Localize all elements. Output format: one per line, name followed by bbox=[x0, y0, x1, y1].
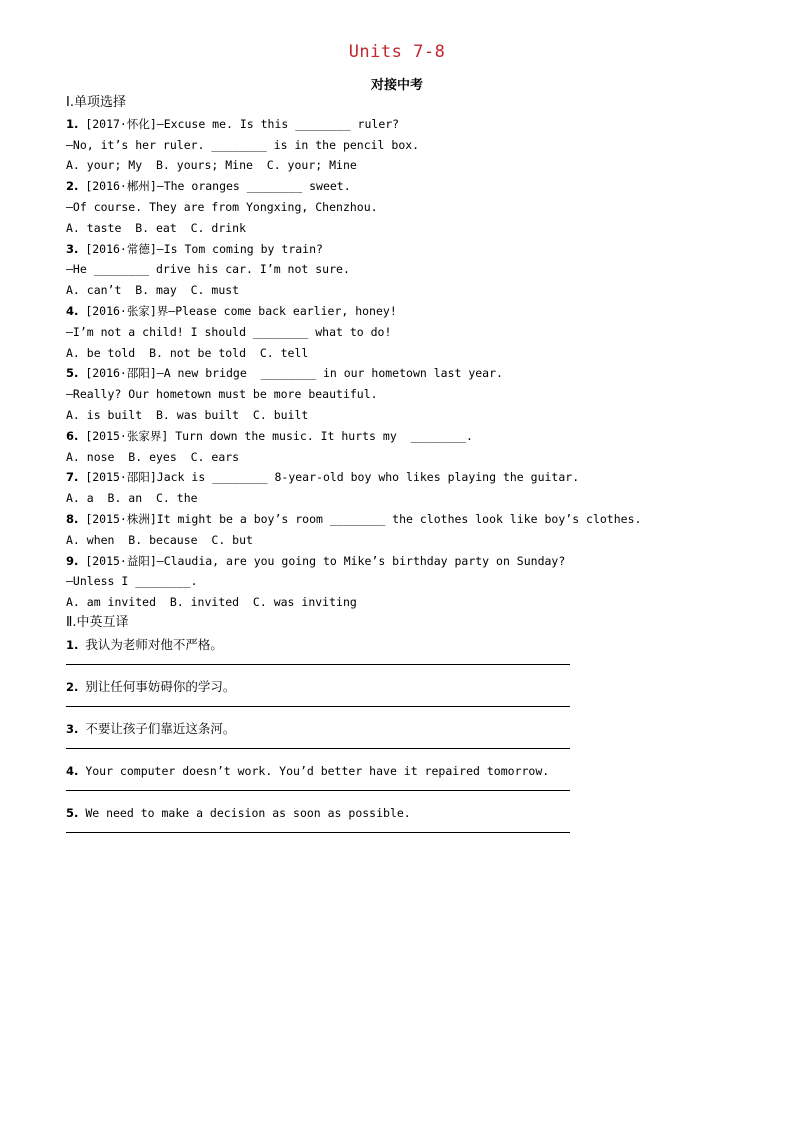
question-line bbox=[66, 259, 746, 280]
question-line bbox=[66, 426, 746, 447]
answer-blank-line[interactable] bbox=[66, 664, 570, 665]
question-text: —I’m not a child! I should ________ what to do! bbox=[66, 324, 392, 339]
answer-options: A. can’t B. may C. must bbox=[66, 283, 240, 298]
translation-prompt bbox=[66, 802, 746, 824]
question-number: 9. bbox=[66, 553, 79, 568]
translation-text: We need to make a decision as soon as possible. bbox=[85, 805, 411, 820]
question-number: 8. bbox=[66, 511, 79, 526]
translation-item bbox=[66, 760, 746, 802]
question-text: [2015·邵阳]Jack is ________ 8-year-old boy who likes playing the guitar. bbox=[85, 470, 580, 485]
question-line bbox=[66, 384, 746, 405]
question-number: 3. bbox=[66, 241, 79, 256]
answer-blank-line[interactable] bbox=[66, 790, 570, 791]
section-heading-translation: Ⅱ.中英互译 bbox=[66, 614, 129, 630]
question-text: —Of course. They are from Yongxing, Chenzhou. bbox=[66, 199, 378, 214]
question-line bbox=[66, 322, 746, 343]
question-text: [2017·怀化]—Excuse me. Is this ________ ruler? bbox=[85, 116, 400, 131]
question-list bbox=[66, 114, 746, 613]
question-text: [2016·郴州]—The oranges ________ sweet. bbox=[85, 179, 351, 194]
answer-options: A. am invited B. invited C. was inviting bbox=[66, 595, 357, 610]
question-line bbox=[66, 363, 746, 384]
translation-text: 别让任何事妨碍你的学习。 bbox=[85, 678, 236, 694]
answer-blank-line[interactable] bbox=[66, 832, 570, 833]
question-text: —No, it’s her ruler. ________ is in the pencil box. bbox=[66, 137, 420, 152]
answer-blank-line[interactable] bbox=[66, 748, 570, 749]
translation-text: 我认为老师对他不严格。 bbox=[85, 636, 223, 652]
page-title: Units 7-8 bbox=[348, 42, 446, 62]
question-line bbox=[66, 239, 746, 260]
question-number: 1. bbox=[66, 116, 79, 131]
translation-number: 4. bbox=[66, 763, 79, 778]
answer-blank-line[interactable] bbox=[66, 706, 570, 707]
question-text: [2016·张家]界—Please come back earlier, honey! bbox=[85, 303, 397, 318]
question-text: [2015·益阳]—Claudia, are you going to Mike’s birthday party on Sunday? bbox=[85, 553, 566, 568]
translation-item bbox=[66, 802, 746, 844]
answer-options: A. taste B. eat C. drink bbox=[66, 220, 247, 235]
translation-prompt bbox=[66, 634, 746, 656]
translation-text: 不要让孩子们靠近这条河。 bbox=[85, 720, 236, 736]
translation-prompt bbox=[66, 676, 746, 698]
translation-number: 1. bbox=[66, 637, 79, 652]
worksheet-content bbox=[66, 93, 746, 844]
question-number: 7. bbox=[66, 470, 79, 485]
question-line bbox=[66, 571, 746, 592]
translation-number: 3. bbox=[66, 721, 79, 736]
section-heading-multiple-choice: Ⅰ.单项选择 bbox=[66, 95, 126, 110]
translation-prompt bbox=[66, 718, 746, 740]
answer-options: A. is built B. was built C. built bbox=[66, 407, 309, 422]
translation-item bbox=[66, 634, 746, 676]
question-number: 5. bbox=[66, 366, 79, 381]
question-line bbox=[66, 551, 746, 572]
translation-item bbox=[66, 718, 746, 760]
translation-list bbox=[66, 634, 746, 844]
translation-prompt bbox=[66, 760, 746, 782]
answer-options: A. your; My B. yours; Mine C. your; Mine bbox=[66, 158, 357, 173]
question-line bbox=[66, 197, 746, 218]
question-number: 6. bbox=[66, 428, 79, 443]
question-line bbox=[66, 176, 746, 197]
answer-options: A. nose B. eyes C. ears bbox=[66, 449, 240, 464]
question-number: 4. bbox=[66, 303, 79, 318]
question-text: [2015·株洲]It might be a boy’s room ________ the clothes look like boy’s clothes. bbox=[85, 511, 642, 526]
question-number: 2. bbox=[66, 179, 79, 194]
question-line bbox=[66, 509, 746, 530]
answer-options: A. a B. an C. the bbox=[66, 491, 198, 506]
page-subtitle: 对接中考 bbox=[370, 78, 423, 93]
question-text: [2016·常德]—Is Tom coming by train? bbox=[85, 241, 323, 256]
question-text: —He ________ drive his car. I’m not sure. bbox=[66, 262, 350, 277]
question-line bbox=[66, 114, 746, 135]
question-text: [2015·张家界] Turn down the music. It hurts my ________. bbox=[85, 428, 473, 443]
question-text: [2016·邵阳]—A new bridge ________ in our hometown last year. bbox=[85, 366, 503, 381]
translation-number: 5. bbox=[66, 805, 79, 820]
question-text: —Really? Our hometown must be more beautiful. bbox=[66, 387, 378, 402]
question-text: —Unless I ________. bbox=[66, 574, 198, 589]
translation-text: Your computer doesn’t work. You’d better have it repaired tomorrow. bbox=[85, 763, 550, 778]
translation-item bbox=[66, 676, 746, 718]
question-line bbox=[66, 135, 746, 156]
answer-options: A. when B. because C. but bbox=[66, 532, 253, 547]
question-line bbox=[66, 467, 746, 488]
translation-number: 2. bbox=[66, 679, 79, 694]
answer-options: A. be told B. not be told C. tell bbox=[66, 345, 309, 360]
question-line bbox=[66, 301, 746, 322]
